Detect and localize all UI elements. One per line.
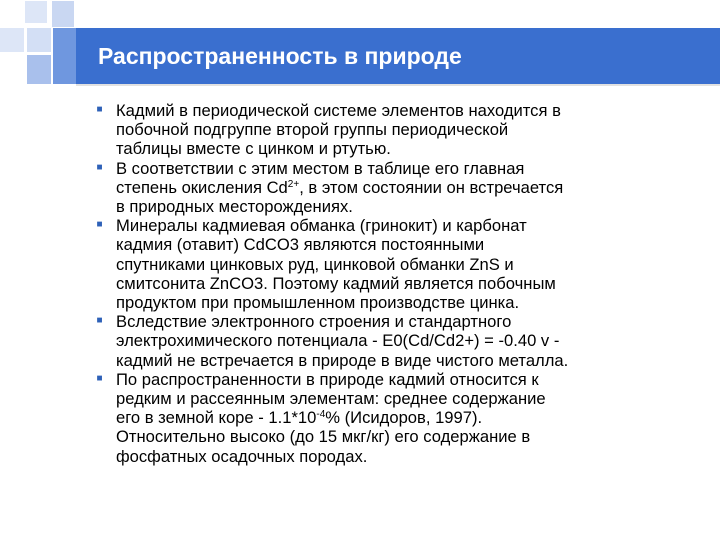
- decor-square: [0, 28, 24, 52]
- text-run: % (Исидоров, 1997).: [325, 408, 483, 428]
- bullet-line: смитсонита ZnCO3. Поэтому кадмий является побочным: [116, 273, 556, 293]
- slide-title: Распространенность в природе: [98, 43, 462, 69]
- square-bullet-icon: ■: [96, 220, 103, 231]
- bullet-line: в природных месторождениях.: [116, 197, 353, 217]
- bullet-line: таблицы вместе с цинком и ртутью.: [116, 139, 391, 159]
- bullet-item: [94, 216, 684, 312]
- text-run: его в земной коре - 1.1*10: [116, 408, 317, 428]
- bullet-line: Минералы кадмиевая обманка (гринокит) и карбонат: [116, 216, 527, 236]
- bullet-line: спутниками цинковых руд, цинковой обманки ZnS и: [116, 254, 514, 274]
- superscript: 2+: [287, 178, 300, 190]
- decor-square: [52, 1, 74, 27]
- bullet-list: [94, 101, 684, 466]
- bullet-line: кадмий не встречается в природе в виде чистого металла.: [116, 350, 569, 370]
- bullet-line: Относительно высоко (до 15 мкг/кг) его содержание в: [116, 427, 531, 447]
- bullet-item: [94, 159, 684, 217]
- bullet-line: [116, 178, 684, 197]
- bullet-item: [94, 101, 684, 159]
- bullet-line: фосфатных осадочных породах.: [116, 446, 368, 466]
- decor-square: [25, 1, 47, 23]
- square-bullet-icon: ■: [96, 105, 103, 115]
- text-run: , в этом состоянии он встречается: [299, 177, 564, 197]
- bullet-line: продуктом при промышленном производстве цинка.: [116, 293, 520, 313]
- decor-square: [27, 55, 51, 84]
- square-bullet-icon: ■: [96, 162, 103, 173]
- title-divider: [76, 84, 720, 86]
- bullet-line: кадмия (отавит) CdCO3 являются постоянными: [116, 235, 485, 255]
- bullet-line: электрохимического потенциала - E0(Cd/Cd2+) = -0.40 v -: [116, 331, 560, 351]
- square-bullet-icon: ■: [96, 373, 103, 384]
- text-run: степень окисления Cd: [116, 177, 288, 197]
- bullet-item: [94, 312, 684, 370]
- decor-square: [27, 28, 51, 52]
- bullet-line: По распространенности в природе кадмий относится к: [116, 369, 539, 389]
- bullet-line: [116, 408, 684, 427]
- bullet-line: В соответствии с этим местом в таблице его главная: [116, 158, 525, 178]
- decor-square: [53, 28, 76, 84]
- square-bullet-icon: ■: [96, 316, 103, 327]
- bullet-line: Кадмий в периодической системе элементов находится в: [116, 101, 561, 120]
- bullet-line: побочной подгруппе второй группы периодической: [116, 120, 509, 140]
- bullet-line: Вследствие электронного строения и стандартного: [116, 312, 512, 332]
- bullet-item: [94, 370, 684, 466]
- bullet-line: редким и рассеянным элементам: среднее содержание: [116, 389, 546, 409]
- superscript: -4: [316, 409, 326, 421]
